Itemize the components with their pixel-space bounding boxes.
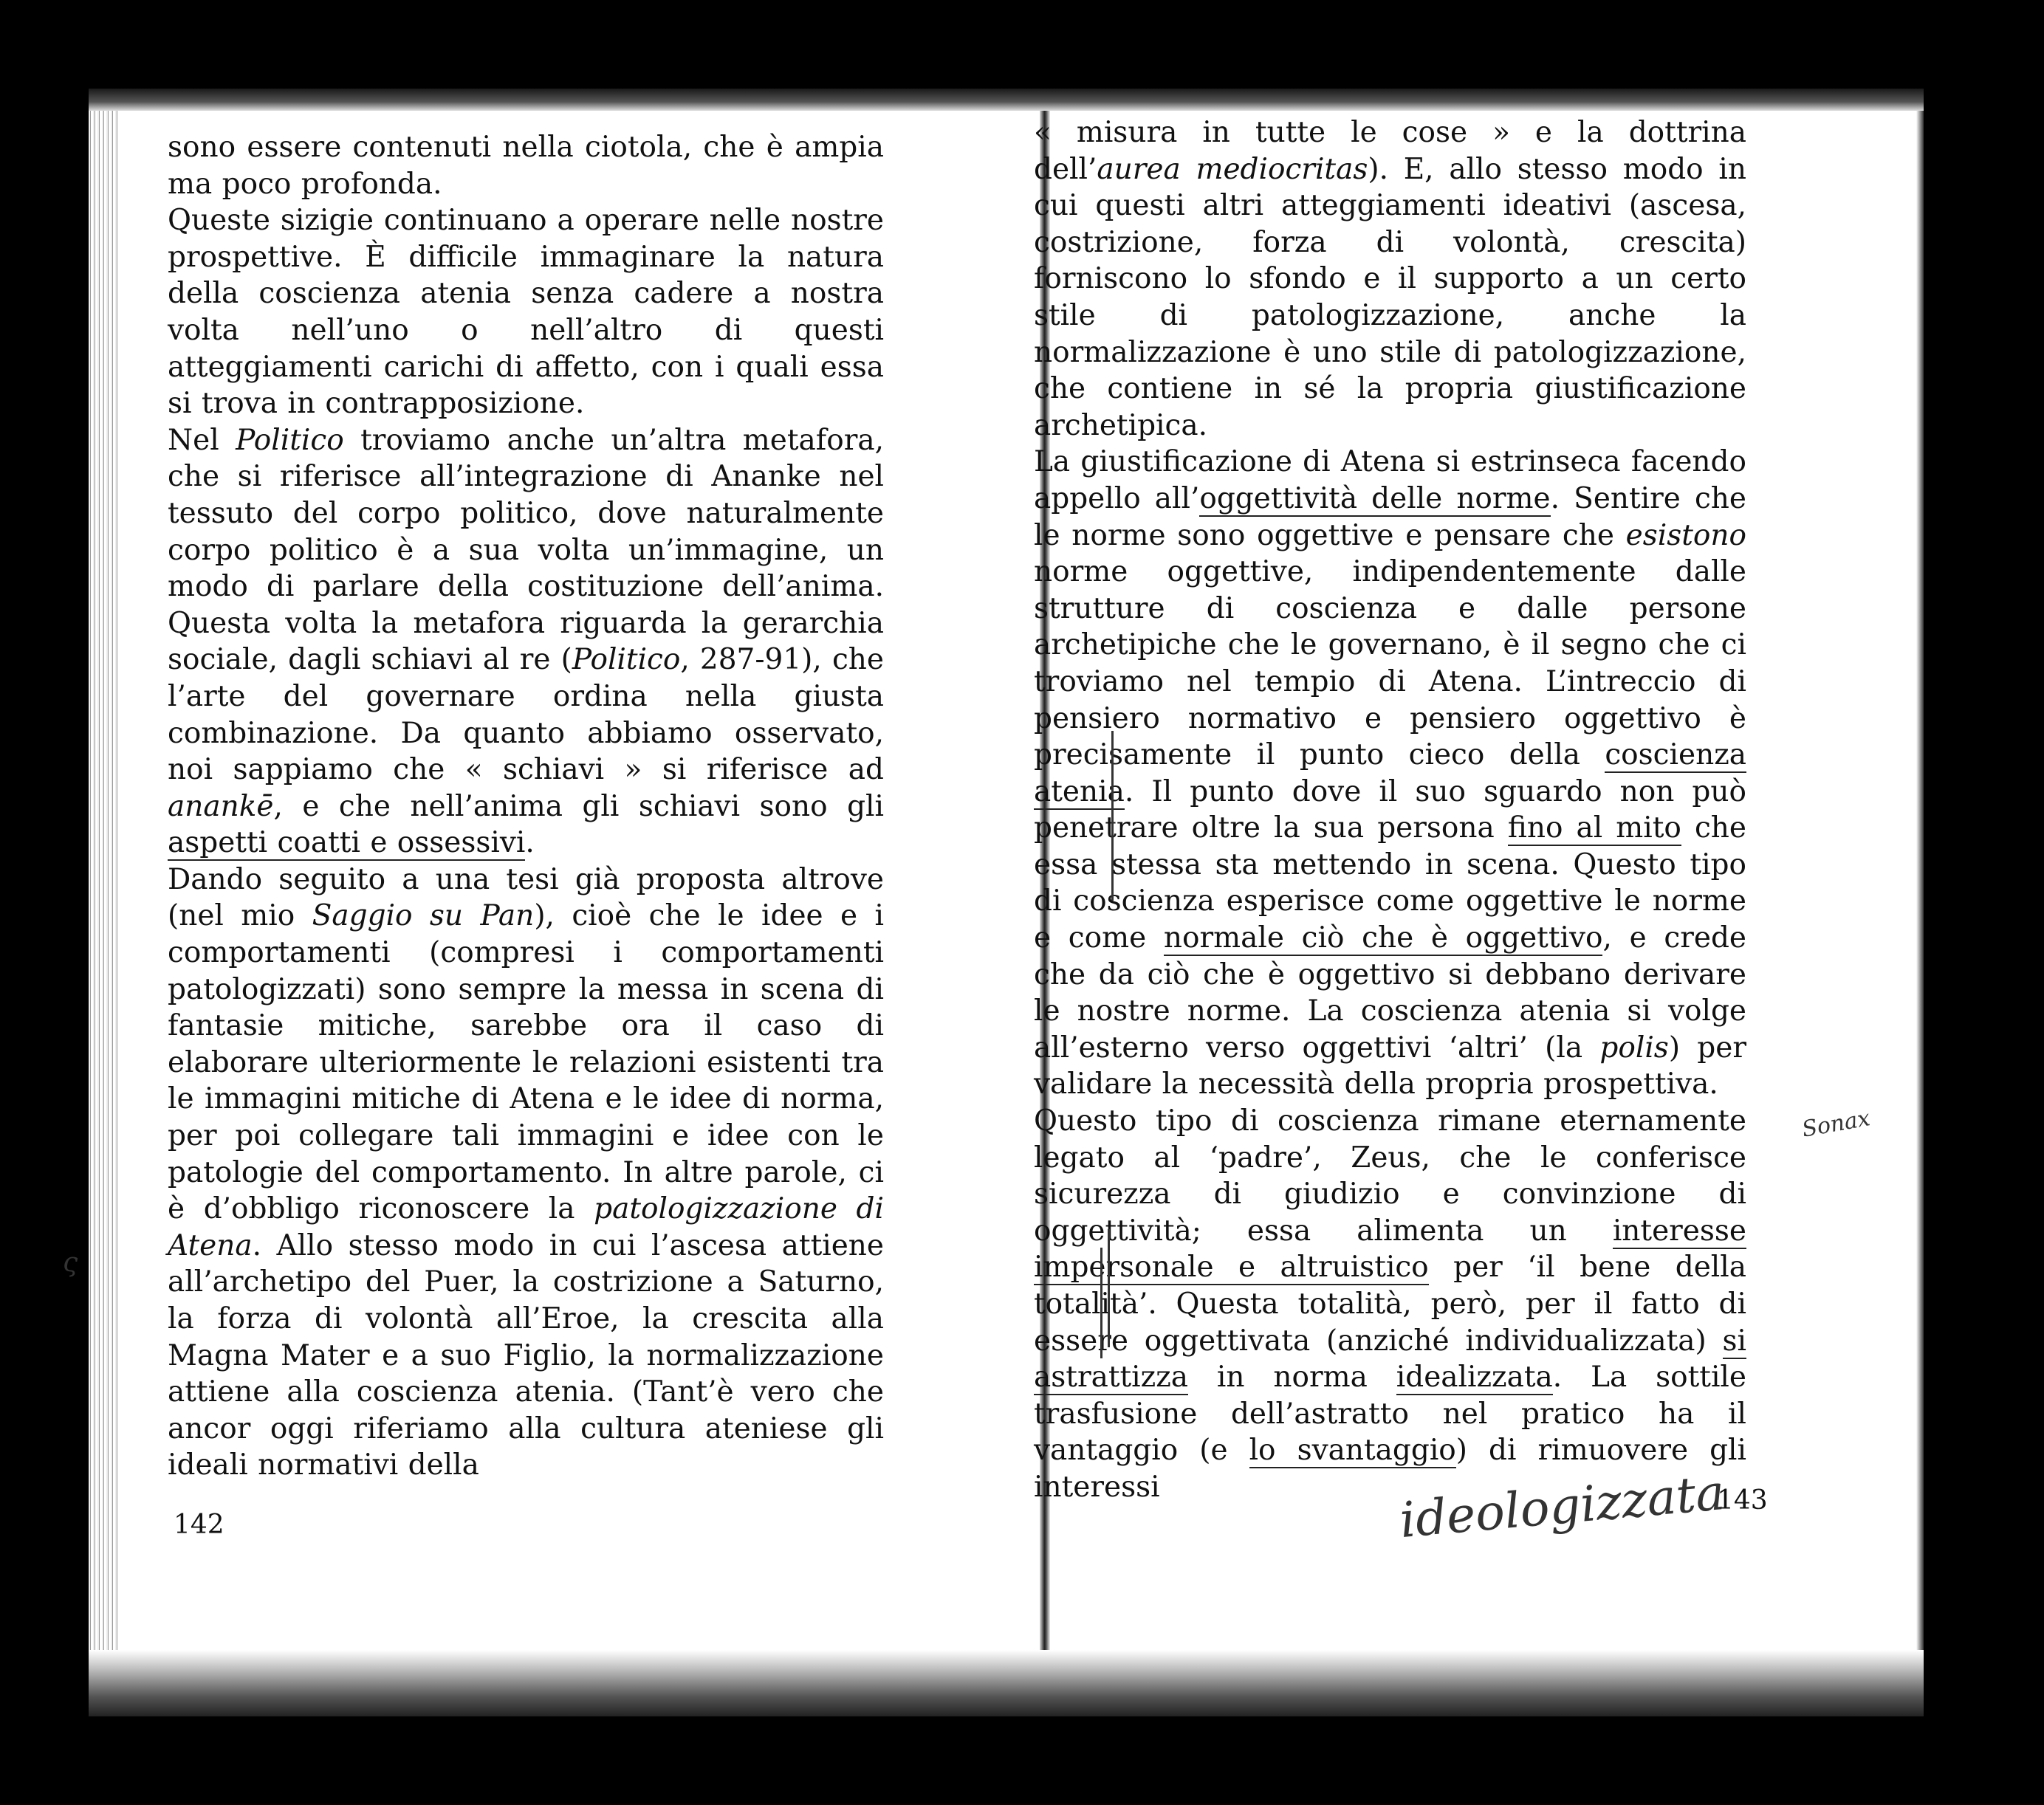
right-page-text [1034,114,1746,1506]
handwritten-margin-mark: ς [63,1248,78,1278]
page-stack-left-edge [89,111,118,1650]
italic-text: esistono [1625,518,1746,552]
text-segment: , e che nell’anima gli schiavi sono gli [273,789,884,823]
text-segment: in norma [1188,1361,1396,1395]
underlined-text: fino al mito [1507,811,1681,845]
italic-text: aurea mediocritas [1097,152,1368,186]
text-segment: sono essere contenuti nella ciotola, che è ampia ma poco profonda. [168,131,884,201]
text-segment: . Allo stesso modo in cui l’ascesa attiene all’archetipo del Puer, la costrizione a Saturno, la forza di volontà all’Eroe, la crescita alla Magna Mater e a suo Figlio, la normalizzazione attiene alla coscienza atenia. (Tant’è vero che ancor oggi riferiamo alla cultura ateniese gli ideali normativi della [168,1228,884,1482]
italic-text: Politico [572,643,681,677]
italic-text: Saggio su Pan [312,899,535,933]
paragraph [168,862,884,1484]
text-segment: . Sentire che le norme sono oggettive e pensare che [1034,481,1746,552]
paragraph [168,202,884,422]
margin-bracket-mark [1111,731,1114,901]
text-segment: per ‘il bene della totalità’. Questa totalità, però, per il fatto di essere oggettivata (anziché individualizzata) [1034,1251,1747,1358]
left-page-text [168,129,884,1484]
paragraph [1034,114,1746,444]
underlined-text: idealizzata [1396,1361,1553,1395]
underlined-text: oggettività delle norme [1199,481,1551,515]
text-segment: Queste sizigie continuano a operare nelle nostre prospettive. È difficile immaginare la natura della coscienza atenia senza cadere a nostra volta nell’uno o nell’altro di questi atteggiamenti carichi di affetto, con i quali essa si trova in contrapposizione. [168,204,884,421]
right-page-number: 143 [1717,1485,1768,1516]
page-stack-right-edge [1916,111,1924,1650]
underlined-text: normale ciò che è oggettivo [1163,921,1603,955]
text-segment: . [525,826,535,860]
underlined-text: lo svantaggio [1249,1434,1456,1468]
text-segment: ), cioè che le idee e i comportamenti (compresi i comportamenti patologizzati) sono sempre la messa in scena di fantasie mitiche, sarebbe ora il caso di elaborare ulteriormente le relazioni esistenti tra le immagini mitiche di Atena e le idee di norma, per poi collegare tali immagini e idee con le patologie del comportamento. In altre parole, ci è d’obbligo riconoscere la [168,899,884,1226]
underlined-text: si astrattizza [1034,1324,1746,1395]
text-segment: La giustificazione di Atena si estrinseca facendo appello all’ [1034,445,1746,515]
text-segment: ) per validare la necessità della propria prospettiva. [1034,1031,1746,1101]
italic-text: anankē [168,789,274,823]
text-segment: ). E, allo stesso modo in cui questi altri atteggiamenti ideativi (ascesa, costrizione, forza di volontà, crescita) forniscono lo sfondo e il supporto a un certo stile di patologizzazione, anche la normalizzazione è uno stile di patologizzazione, che contiene in sé la propria giustificazione archetipica. [1034,152,1746,442]
handwritten-annotation: ideologizzata [1397,1463,1727,1550]
italic-text: Politico [236,423,344,457]
paragraph [1034,444,1746,1103]
italic-text: polis [1599,1031,1669,1065]
underlined-text: interesse impersonale e altruistico [1034,1214,1746,1285]
text-segment: Questo tipo di coscienza rimane eternamente legato al ‘padre’, Zeus, che le conferisce sicurezza di giudizio e convinzione di oggettività; essa alimenta un [1034,1104,1746,1248]
paragraph [168,129,884,202]
underlined-text: coscienza atenia [1034,738,1746,808]
text-segment: Nel [168,423,236,457]
text-segment: , 287-91), che l’arte del governare ordina nella giusta combinazione. Da quanto abbiamo osservato, noi sappiamo che « schiavi » si riferisce ad [168,643,884,787]
handwritten-margin-note: Sonax [1800,1105,1873,1143]
text-segment: Dando seguito a una tesi già proposta altrove (nel mio [168,862,884,933]
text-segment: « misura in tutte le cose » e la dottrina dell’ [1034,116,1746,186]
paragraph [168,422,884,862]
text-segment: troviamo anche un’altra metafora, che si riferisce all’integrazione di Ananke nel tessuto del corpo politico, dove naturalmente corpo politico è a sua volta un’immagine, un modo di parlare della costituzione dell’anima. Questa volta la metafora riguarda la gerarchia sociale, dagli schiavi al re ( [168,423,884,677]
text-segment: che essa stessa sta mettendo in scena. Questo tipo di coscienza esperisce come oggettive le norme e come [1034,811,1746,955]
italic-text: patologizzazione di Atena [168,1192,884,1262]
paragraph [1034,1103,1746,1506]
left-page-number: 142 [174,1510,224,1540]
text-segment: , e crede che da ciò che è oggettivo si debbano derivare le nostre norme. La coscienza atenia si volge all’esterno verso oggettivi ‘altri’ (la [1034,921,1746,1065]
text-segment: ) di rimuovere gli interessi [1034,1434,1746,1504]
text-segment: norme oggettive, indipendentemente dalle strutture di coscienza e dalle persone archetipiche che le governano, è il segno che ci troviamo nel tempio di Atena. L’intreccio di pensiero normativo e pensiero oggettivo è precisamente il punto cieco della [1034,555,1746,772]
margin-double-line-mark [1108,1229,1110,1347]
margin-double-line-mark-2 [1100,1248,1102,1358]
text-segment: . La sottile trasfusione dell’astratto nel pratico ha il vantaggio (e [1034,1361,1746,1468]
underlined-text: aspetti coatti e ossessivi [168,826,526,860]
text-segment: . Il punto dove il suo sguardo non può penetrare oltre la sua persona [1034,774,1746,845]
